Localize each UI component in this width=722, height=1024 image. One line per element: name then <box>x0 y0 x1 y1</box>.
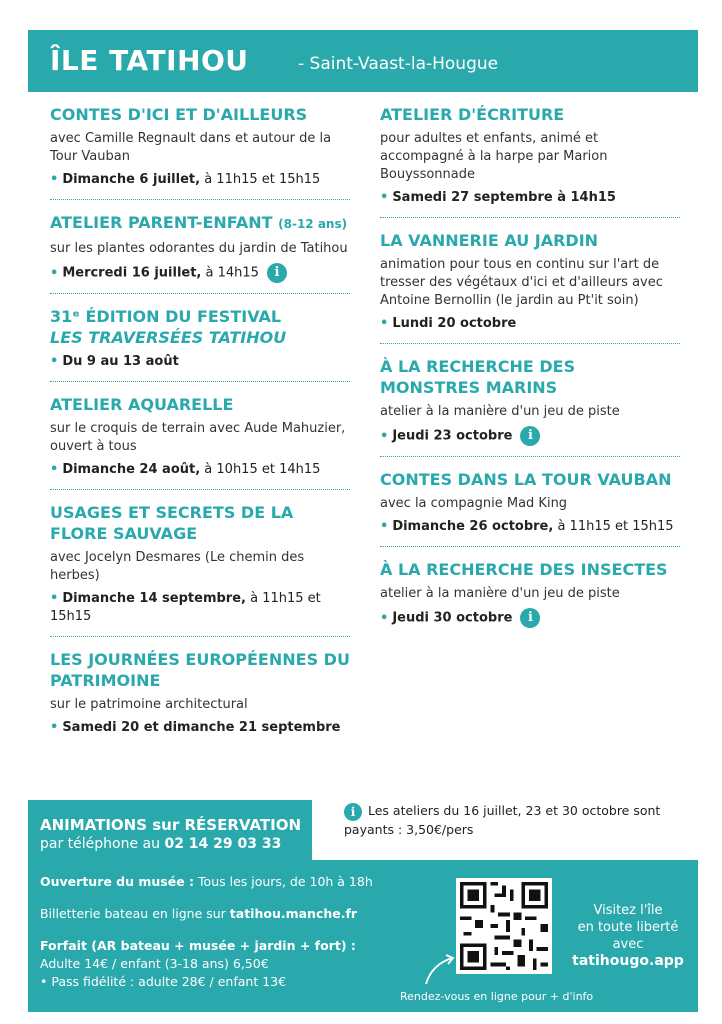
info-icon: i <box>344 803 362 821</box>
event-insectes <box>380 559 680 638</box>
event-description: sur les plantes odorantes du jardin de Tatihou <box>50 241 348 256</box>
event-title: LES JOURNÉES EUROPÉENNES DU PATRIMOINE <box>50 650 350 690</box>
event-contes-vauban <box>380 469 680 547</box>
event-title: USAGES ET SECRETS DE LA FLORE SAUVAGE <box>50 503 294 543</box>
event-title: ATELIER AQUARELLE <box>50 395 234 414</box>
left-column <box>50 104 350 759</box>
event-date: • Dimanche 6 juillet, à 11h15 et 15h15 <box>50 172 321 187</box>
event-description: pour adultes et enfants, animé et accompagné à la harpe par Marion Bouyssonnade <box>380 131 608 182</box>
event-description: avec la compagnie Mad King <box>380 496 568 511</box>
event-title: CONTES D'ICI ET D'AILLEURS <box>50 105 308 124</box>
info-icon: i <box>520 426 540 446</box>
visit-note: Visitez l'île en toute liberté avec tatihougo.app <box>568 902 688 970</box>
event-title: ATELIER D'ÉCRITURE <box>380 105 565 124</box>
event-description: sur le croquis de terrain avec Aude Mahuzier, ouvert à tous <box>50 421 346 454</box>
event-vannerie <box>380 230 680 344</box>
event-date: • Dimanche 24 août, à 10h15 et 14h15 <box>50 462 321 477</box>
event-patrimoine <box>50 649 350 747</box>
reservation-title: ANIMATIONS sur RÉSERVATION <box>40 816 302 834</box>
phone-number[interactable]: 02 14 29 03 33 <box>164 836 282 852</box>
event-monstres <box>380 356 680 457</box>
page-title: ÎLE TATIHOU <box>50 44 249 77</box>
header-banner <box>28 30 698 92</box>
event-parent-enfant <box>50 212 350 294</box>
event-title: CONTES DANS LA TOUR VAUBAN <box>380 470 672 489</box>
event-title: À LA RECHERCHE DES INSECTES <box>380 560 668 579</box>
paid-workshops-note: i Les ateliers du 16 juillet, 23 et 30 octobre sont payants : 3,50€/pers <box>344 803 661 837</box>
event-date: • Lundi 20 octobre <box>380 316 517 331</box>
event-description: sur le patrimoine architectural <box>50 697 248 712</box>
reservation-phone: par téléphone au 02 14 29 03 33 <box>40 836 282 852</box>
event-title: À LA RECHERCHE DES MONSTRES MARINS <box>380 357 576 397</box>
event-title: ATELIER PARENT-ENFANT (8-12 ans) <box>50 213 348 232</box>
forfait-title: Forfait (AR bateau + musée + jardin + fort) : <box>40 938 356 953</box>
online-note: Rendez-vous en ligne pour + d'info <box>400 990 594 1003</box>
event-description: atelier à la manière d'un jeu de piste <box>380 404 620 419</box>
museum-hours: Ouverture du musée : Tous les jours, de 10h à 18h <box>40 874 373 889</box>
event-title: LA VANNERIE AU JARDIN <box>380 231 599 250</box>
event-date: • Jeudi 30 octobre i <box>380 608 680 628</box>
ticketing-link[interactable]: tatihou.manche.fr <box>229 906 358 921</box>
ticketing-line: Billetterie bateau en ligne sur tatihou.manche.fr <box>40 906 358 921</box>
app-link[interactable]: tatihougo.app <box>572 953 684 969</box>
page-subtitle: - Saint-Vaast-la-Hougue <box>298 54 499 74</box>
right-column <box>380 104 680 650</box>
forfait-prices: Adulte 14€ / enfant (3-18 ans) 6,50€ <box>40 956 269 971</box>
event-flore <box>50 502 350 637</box>
pass-fidelite: • Pass fidélité : adulte 28€ / enfant 13€ <box>40 974 287 989</box>
event-date: • Samedi 27 septembre à 14h15 <box>380 190 616 205</box>
event-date: • Samedi 20 et dimanche 21 septembre <box>50 720 341 735</box>
event-date: • Du 9 au 13 août <box>50 354 179 369</box>
info-icon: i <box>520 608 540 628</box>
info-icon: i <box>267 263 287 283</box>
event-description: avec Camille Regnault dans et autour de la Tour Vauban <box>50 131 332 164</box>
qr-code[interactable] <box>456 878 552 974</box>
event-aquarelle <box>50 394 350 490</box>
curved-arrow-icon <box>420 952 460 988</box>
event-description: atelier à la manière d'un jeu de piste <box>380 586 620 601</box>
event-title: 31ᵉ ÉDITION DU FESTIVAL LES TRAVERSÉES TATIHOU <box>50 307 287 347</box>
event-description: animation pour tous en continu sur l'art de tresser des végétaux d'ici et d'ailleurs avec Antoine Bernollin (le jardin au Pt'it soin) <box>380 257 663 308</box>
event-festival <box>50 306 350 382</box>
event-date: • Dimanche 14 septembre, à 11h15 et 15h15 <box>50 591 321 624</box>
event-date: • Jeudi 23 octobre i <box>380 426 680 446</box>
event-ecriture <box>380 104 680 218</box>
event-date: • Mercredi 16 juillet, à 14h15 i <box>50 263 350 283</box>
event-contes <box>50 104 350 200</box>
event-description: avec Jocelyn Desmares (Le chemin des herbes) <box>50 550 305 583</box>
event-date: • Dimanche 26 octobre, à 11h15 et 15h15 <box>380 519 674 534</box>
